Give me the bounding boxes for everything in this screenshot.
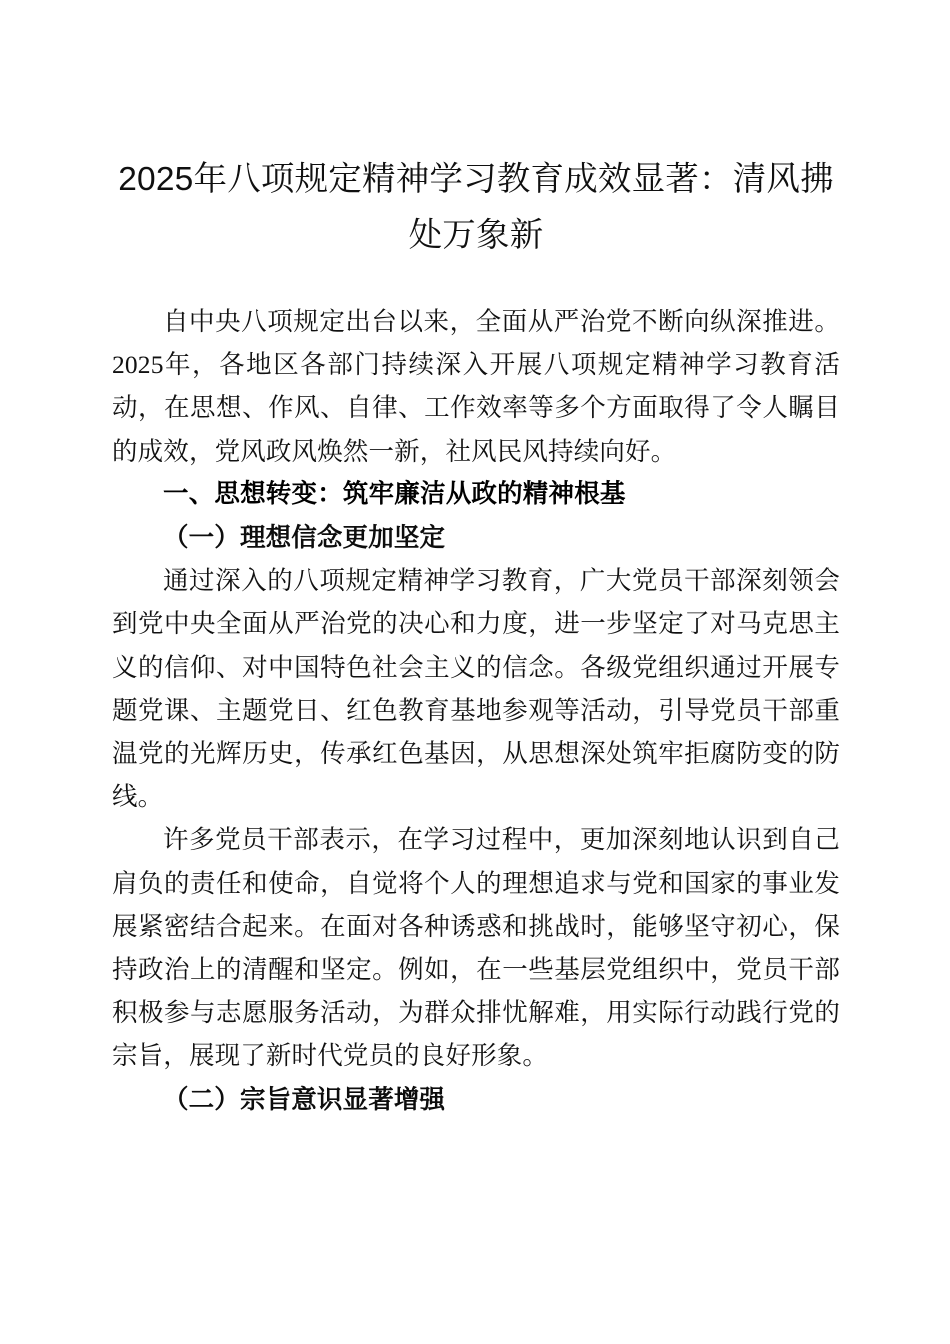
page-title: 2025年八项规定精神学习教育成效显著：清风拂处万象新 — [118, 161, 834, 254]
paragraph-ideal-conviction-1: 通过深入的八项规定精神学习教育，广大党员干部深刻领会到党中央全面从严治党的决心和力度，进一步坚定了对马克思主义的信仰、对中国特色社会主义的信念。各级党组织通过开展专题党课、主题党日、红色教育基地参观等活动，引导党员干部重温党的光辉历史，传承红色基因，从思想深处筑牢拒腐防变的防线。 — [112, 566, 840, 812]
heading-subsection-one-2: （二）宗旨意识显著增强 — [163, 1084, 446, 1114]
document-body — [112, 300, 840, 1121]
title-body-spacer — [112, 264, 840, 300]
heading-subsection-one-1: （一）理想信念更加坚定 — [163, 523, 446, 553]
paragraph-ideal-conviction-2: 许多党员干部表示，在学习过程中，更加深刻地认识到自己肩负的责任和使命，自觉将个人的理想追求与党和国家的事业发展紧密结合起来。在面对各种诱惑和挑战时，能够坚守初心，保持政治上的清醒和坚定。例如，在一些基层党组织中，党员干部积极参与志愿服务活动，为群众排忧解难，用实际行动践行党的宗旨，展现了新时代党员的良好形象。 — [112, 825, 840, 1071]
heading-section-one: 一、思想转变：筑牢廉洁从政的精神根基 — [163, 479, 626, 508]
paragraph-intro: 自中央八项规定出台以来，全面从严治党不断向纵深推进。2025年，各地区各部门持续深入开展八项规定精神学习教育活动，在思想、作风、自律、工作效率等多个方面取得了令人瞩目的成效，党风政风焕然一新，社风民风持续向好。 — [112, 307, 840, 466]
